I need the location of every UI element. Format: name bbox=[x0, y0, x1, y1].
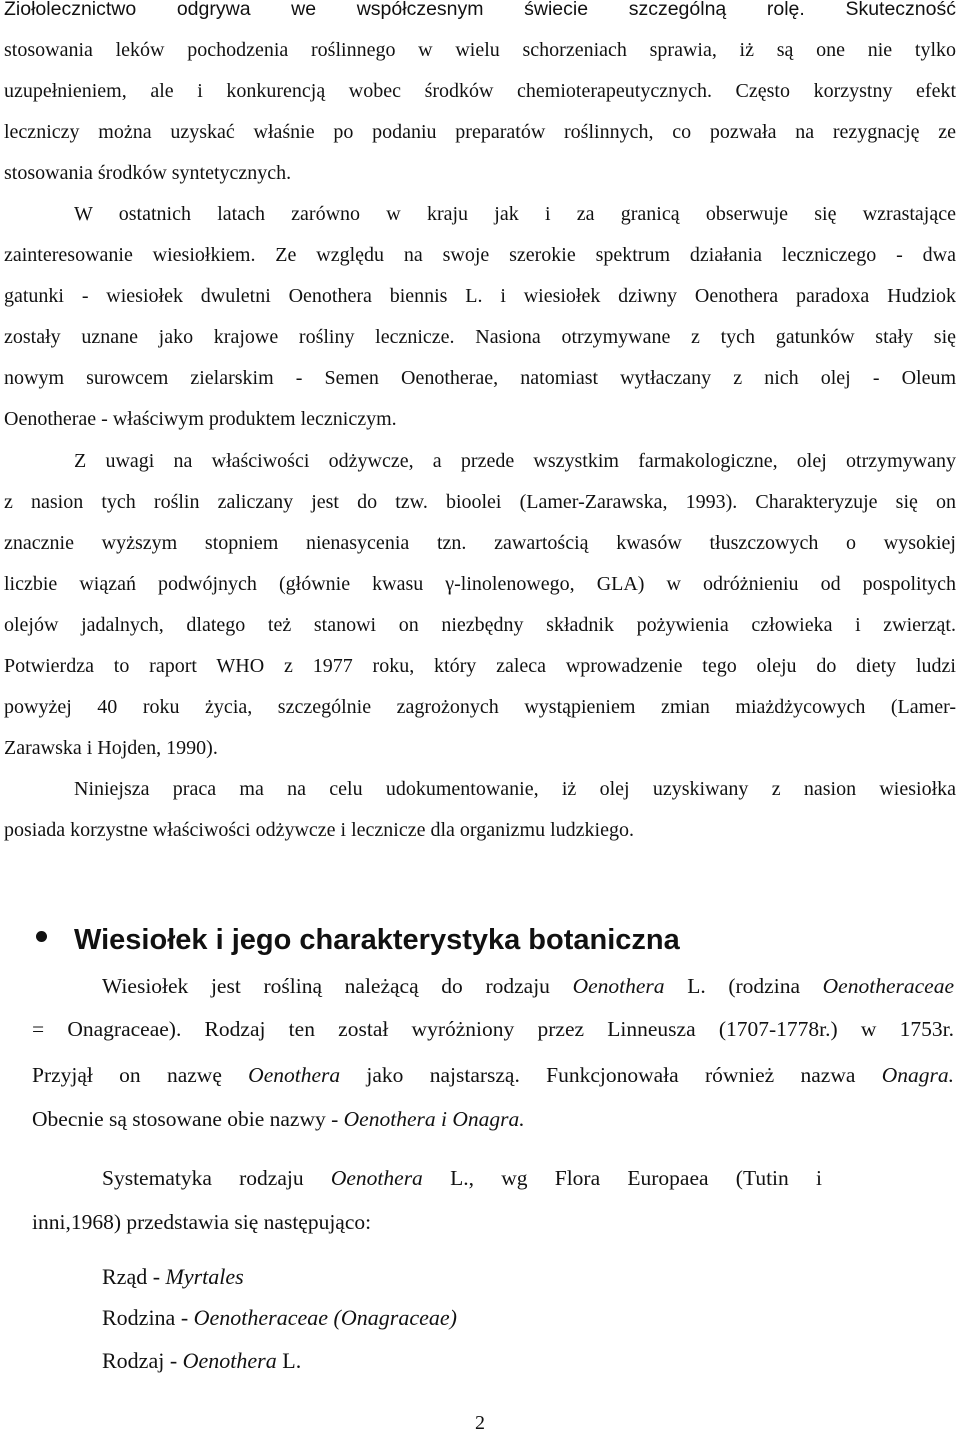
intro-p3-line: z nasion tych roślin zaliczany jest do tzw. bioolei (Lamer-Zarawska, 1993). Charakteryzuje się on bbox=[4, 491, 956, 513]
intro-p3-line: olejów jadalnych, dlatego też stanowi on niezbędny składnik pożywienia człowieka i zwierząt. bbox=[4, 614, 956, 636]
intro-p2-line: gatunki - wiesiołek dwuletni Oenothera biennis L. i wiesiołek dziwny Oenothera paradoxa Hudziok bbox=[4, 285, 956, 307]
intro-p4-line: posiada korzystne właściwości odżywcze i lecznicze dla organizmu ludzkiego. bbox=[4, 819, 634, 841]
intro-p2-line: nowym surowcem zielarskim - Semen Oenotherae, natomiast wytłaczany z nich olej - Oleum bbox=[4, 367, 956, 389]
section-p1-line: = Onagraceae). Rodzaj ten został wyróżniony przez Linneusza (1707-1778r.) w 1753r. bbox=[32, 1017, 954, 1041]
intro-p1-line: stosowania środków syntetycznych. bbox=[4, 162, 292, 184]
taxonomy-genus: Rodzaj - Oenothera L. bbox=[102, 1348, 302, 1373]
intro-p4-line: Niniejsza praca ma na celu udokumentowanie, iż olej uzyskiwany z nasion wiesiołka bbox=[74, 778, 956, 800]
intro-p1-line: stosowania leków pochodzenia roślinnego w wielu schorzeniach sprawia, iż są one nie tylko bbox=[4, 39, 956, 61]
taxonomy-order: Rząd - Myrtales bbox=[102, 1264, 244, 1289]
intro-p3-line: liczbie wiązań podwójnych (głównie kwasu γ-linolenowego, GLA) w odróżnieniu od pospolitych bbox=[4, 573, 956, 595]
taxonomy-family: Rodzina - Oenotheraceae (Onagraceae) bbox=[102, 1305, 457, 1330]
intro-p2-line: zainteresowanie wiesiołkiem. Ze względu na swoje szerokie spektrum działania leczniczego - dwa bbox=[4, 244, 956, 266]
intro-p1-line: uzupełnieniem, ale i konkurencją wobec środków chemioterapeutycznych. Często korzystny efekt bbox=[4, 80, 956, 102]
intro-p2-line: W ostatnich latach zarówno w kraju jak i za granicą obserwuje się wzrastające bbox=[74, 203, 956, 225]
intro-p3-line: Z uwagi na właściwości odżywcze, a przede wszystkim farmakologiczne, olej otrzymywany bbox=[74, 450, 956, 472]
section-p2-line: inni,1968) przedstawia się następująco: bbox=[32, 1210, 372, 1234]
intro-p3-line: powyżej 40 roku życia, szczególnie zagrożonych wystąpieniem zmian miażdżycowych (Lamer- bbox=[4, 696, 956, 718]
bullet-icon bbox=[36, 931, 47, 942]
section-p1-line: Wiesiołek jest rośliną należącą do rodzaju Oenothera L. (rodzina Oenotheraceae bbox=[102, 974, 954, 998]
intro-p3-line: Zarawska i Hojden, 1990). bbox=[4, 737, 218, 759]
intro-p3-line: znacznie wyższym stopniem nienasycenia tzn. zawartością kwasów tłuszczowych o wysokiej bbox=[4, 532, 956, 554]
section-heading: Wiesiołek i jego charakterystyka botaniczna bbox=[74, 924, 680, 956]
intro-p2-line: zostały uznane jako krajowe rośliny lecznicze. Nasiona otrzymywane z tych gatunków stały się bbox=[4, 326, 956, 348]
intro-p3-line: Potwierdza to raport WHO z 1977 roku, który zaleca wprowadzenie tego oleju do diety ludzi bbox=[4, 655, 956, 677]
section-p1-line: Obecnie są stosowane obie nazwy - Oenothera i Onagra. bbox=[32, 1107, 525, 1131]
page-number: 2 bbox=[475, 1412, 485, 1434]
intro-p1-line: Ziołolecznictwo odgrywa we współczesnym świecie szczególną rolę. Skuteczność bbox=[4, 0, 956, 20]
section-p2-line: Systematyka rodzaju Oenothera L., wg Flora Europaea (Tutin i bbox=[102, 1166, 823, 1190]
section-p1-line: Przyjął on nazwę Oenothera jako najstarszą. Funkcjonowała również nazwa Onagra. bbox=[32, 1063, 954, 1087]
intro-p2-line: Oenotherae - właściwym produktem leczniczym. bbox=[4, 408, 397, 430]
intro-p1-line: leczniczy można uzyskać właśnie po podaniu preparatów roślinnych, co pozwała na rezygnację ze bbox=[4, 121, 956, 143]
